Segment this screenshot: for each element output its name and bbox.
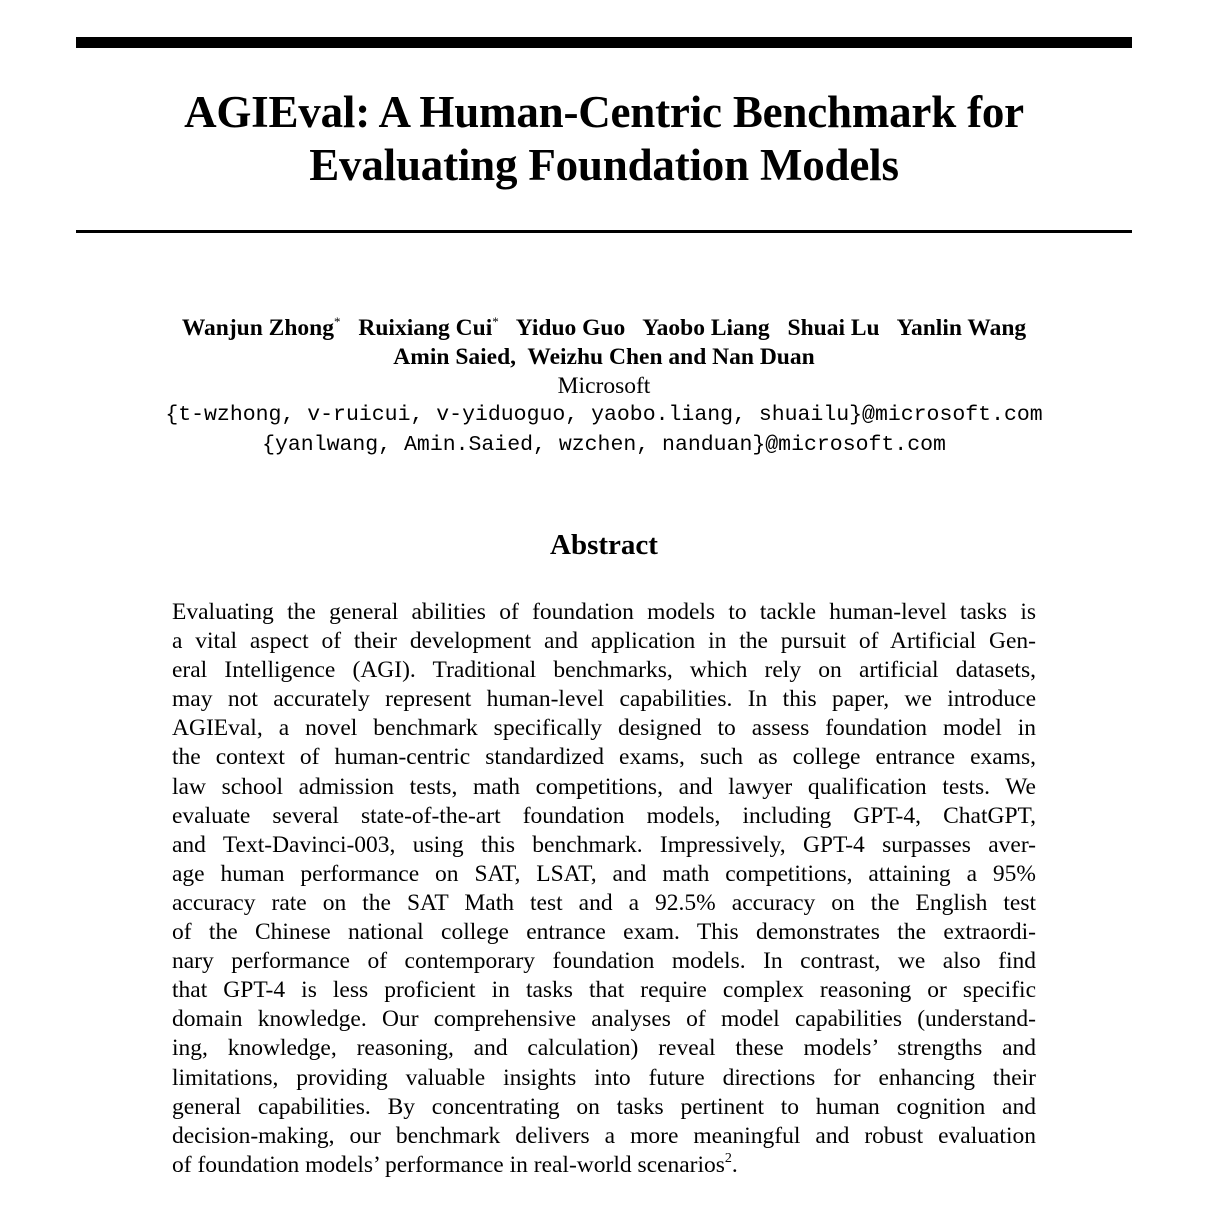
abstract-line: AGIEval, a novel benchmark specifically designed to assess foundation model in	[172, 715, 1036, 742]
abstract-line: a vital aspect of their development and application in the pursuit of Artificial Gen-	[172, 628, 1036, 655]
abstract-line: nary performance of contemporary foundation models. In contrast, we also find	[172, 948, 1036, 975]
author-names-line-1	[76, 307, 1132, 343]
abstract-line: ing, knowledge, reasoning, and calculation) reveal these models’ strengths and	[172, 1035, 1036, 1062]
abstract-line: and Text-Davinci-003, using this benchmark. Impressively, GPT-4 surpasses aver-	[172, 831, 1036, 858]
author: Wanjun Zhong*	[181, 314, 341, 341]
abstract-line: law school admission tests, math competitions, and lawyer qualification tests. We	[172, 773, 1036, 800]
abstract-line: limitations, providing valuable insights into future directions for enhancing their	[172, 1064, 1036, 1091]
abstract-line: decision-making, our benchmark delivers a more meaningful and robust evaluation	[172, 1122, 1036, 1149]
abstract-heading: Abstract	[550, 529, 658, 561]
author: Ruixiang Cui*	[358, 314, 499, 341]
author-names-line-2: Amin Saied, Weizhu Chen and Nan Duan	[393, 344, 815, 370]
abstract-line: accuracy rate on the SAT Math test and a 92.5% accuracy on the English test	[172, 889, 1036, 916]
author: Yaobo Liang	[642, 315, 770, 341]
abstract-body	[172, 598, 1036, 1180]
abstract-last-line: of foundation models’ performance in real-world scenarios$^2$.	[172, 1150, 738, 1178]
footnote-mark[interactable]: 2	[724, 1150, 732, 1166]
abstract-line: evaluate several state-of-the-art foundation models, including GPT-4, ChatGPT,	[172, 802, 1036, 829]
paper-title	[76, 86, 1132, 192]
author: Shuai Lu	[787, 315, 880, 341]
affiliation: Microsoft	[557, 373, 651, 399]
abstract-line: Evaluating the general abilities of foundation models to tackle human-level tasks is	[172, 599, 1036, 625]
abstract-line: may not accurately represent human-level capabilities. In this paper, we introduce	[172, 686, 1036, 713]
title-line-2: Evaluating Foundation Models	[309, 140, 899, 190]
author: Yiduo Guo	[515, 315, 626, 341]
email-line-2: {yanlwang, Amin.Saied, wzchen, nanduan}@microsoft.com	[262, 432, 946, 457]
author-block	[76, 307, 1132, 460]
abstract-line: general capabilities. By concentrating on tasks pertinent to human cognition and	[172, 1093, 1036, 1120]
abstract-line: the context of human-centric standardized exams, such as college entrance exams,	[172, 744, 1036, 771]
author: Yanlin Wang	[896, 315, 1027, 341]
abstract-line: domain knowledge. Our comprehensive analyses of model capabilities (understand-	[172, 1006, 1036, 1033]
abstract-line: eral Intelligence (AGI). Traditional benchmarks, which rely on artificial datasets,	[172, 657, 1036, 684]
title-line-1: AGIEval: A Human-Centric Benchmark for	[184, 87, 1024, 137]
abstract-line: of the Chinese national college entrance exam. This demonstrates the extraordi-	[172, 919, 1036, 946]
abstract-line: age human performance on SAT, LSAT, and math competitions, attaining a 95%	[172, 860, 1036, 887]
abstract-line: that GPT-4 is less proficient in tasks that require complex reasoning or specific	[172, 977, 1036, 1004]
title-bottom-rule	[76, 230, 1132, 233]
email-line-1: {t-wzhong, v-ruicui, v-yiduoguo, yaobo.liang, shuailu}@microsoft.com	[165, 403, 1043, 427]
top-rule	[76, 37, 1132, 48]
